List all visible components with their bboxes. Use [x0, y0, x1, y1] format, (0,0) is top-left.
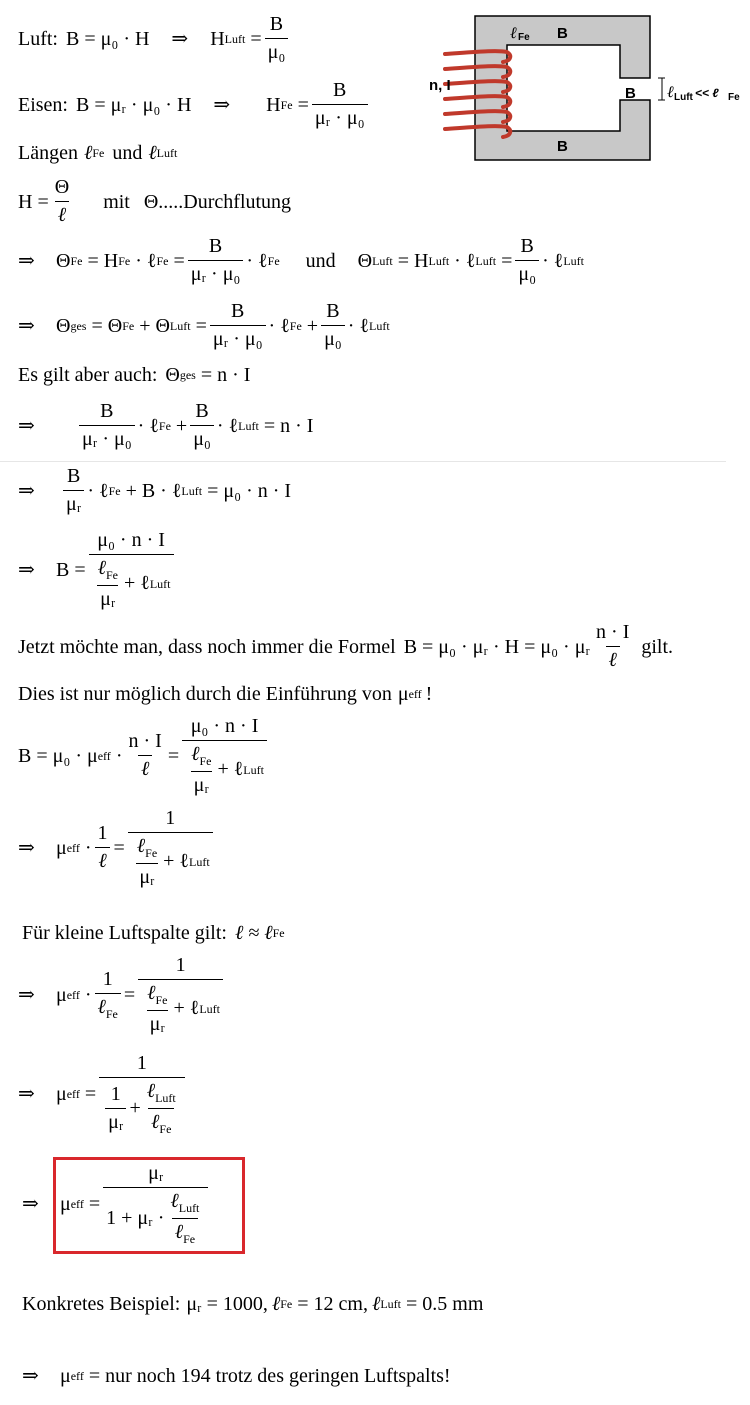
label-lfe: ℓ — [510, 25, 517, 42]
text-ergebnis: ⇒ μ eff = nur noch 194 trotz des geringen Luftspalts! — [22, 1365, 451, 1387]
eq-h-theta: H = $\frac{\Theta}{\text{ℓ}}$ mit Θ.....Durchflutung — [18, 176, 292, 226]
fraction: $\frac{B}{\text{μᵣ · μ₀}}$ — [210, 301, 266, 350]
label-lluft-cmp: << ℓ — [695, 86, 719, 100]
fraction: $\frac{1}{\ell_{Fe}}$ — [95, 969, 121, 1021]
fraction: $\frac{\Theta}{\text{ℓ}}$ — [54, 176, 70, 226]
fraction: $\frac{B}{\text{μᵣ · μ₀}}$ — [79, 401, 135, 450]
fraction: $\frac{B}{\text{μᵣ}}$ — [63, 466, 84, 515]
eq-mueff-2: ⇒ μ eff · $\frac{1}{\ell_{Fe}}$ = 1 $\frac{\ell_{Fe}}{\text{μᵣ}}$ + ℓ Luft — [18, 955, 226, 1035]
fraction: μ₀ · n · I $\frac{\ell_{Fe}}{\text{μᵣ}}$ + ℓ Luft — [89, 530, 174, 610]
text-kleine-luftspalte: Für kleine Luftspalte gilt: ℓ ≈ ℓ Fe — [22, 922, 285, 944]
laengen-line: Längen ℓ Fe und ℓ Luft — [18, 142, 178, 164]
eq-luft: Luft: B = μ₀ · H ⇒ H Luft = $\frac{B}{\text{μ₀}}$ — [18, 14, 291, 63]
label-b-top: B — [557, 25, 568, 42]
text-beispiel: Konkretes Beispiel: μᵣ = 1000, ℓ Fe = 12 cm, ℓ Luft = 0.5 mm — [22, 1293, 484, 1315]
divider — [0, 461, 726, 462]
magnetic-core-diagram — [415, 8, 745, 168]
fraction: μᵣ 1 + μᵣ · $\frac{\ell_{Luft}}{\ell_{Fe}}$ — [103, 1163, 208, 1245]
fraction: 1 $\frac{1}{\text{μᵣ}}$ + $\frac{\ell_{Luft}}{\ell_{Fe}}$ — [99, 1053, 185, 1135]
fraction: $\frac{B}{\text{μ₀}}$ — [190, 401, 214, 450]
fraction: $\frac{n \cdot I}{\text{ℓ}}$ — [596, 621, 630, 671]
label-lluft-sub: Luft — [674, 92, 693, 103]
eq-sum-ni: ⇒ $\frac{B}{\text{μᵣ · μ₀}}$ · ℓ Fe + $\frac{B}{\text{μ₀}}$ · ℓ Luft = n · I — [18, 400, 314, 450]
eq-theta-fe-luft: ⇒ Θ Fe = H Fe · ℓ Fe = $\frac{B}{\text{μᵣ · μ₀}}$ · ℓ Fe und Θ Luft = H Luft · ℓ Luft = $\frac{B}{\text{μ₀}}$ · ℓ Luft — [18, 235, 584, 285]
eq-theta-ges-ni: Es gilt aber auch: Θ ges = n · I — [18, 364, 251, 386]
label-ni: n, I — [429, 77, 451, 94]
fraction: $\frac{B}{\text{μ₀}}$ — [321, 301, 345, 350]
fraction: 1 $\frac{\ell_{Fe}}{\text{μᵣ}}$ + ℓ Luft — [138, 955, 223, 1035]
fraction: $\frac{B}{\text{μᵣ · μ₀}}$ — [188, 236, 244, 285]
fraction: $\frac{B}{\text{μ₀}}$ — [265, 14, 289, 63]
eq-mueff-result: ⇒ μ eff = μᵣ 1 + μᵣ · $\frac{\ell_{Luft}}{\ell_{Fe}}$ — [22, 1163, 211, 1245]
fraction: $\frac{B}{\text{μᵣ · μ₀}}$ — [312, 80, 368, 129]
label-b-gap: B — [625, 85, 636, 102]
text-formel: Jetzt möchte man, dass noch immer die Formel B = μ₀ · μᵣ · H = μ₀ · μᵣ $\frac{n \cdot I}{\text{ℓ}}$ gilt. — [18, 621, 674, 671]
eq-b-mueff: B = μ₀ · μ eff · $\frac{n \cdot I}{\text{ℓ}}$ = μ₀ · n · I $\frac{\ell_{Fe}}{\text{μᵣ}}$ + ℓ Luft — [18, 716, 270, 796]
label-lluft: ℓ — [667, 84, 674, 101]
label-lluft-cmp-sub: Fe — [728, 92, 740, 103]
eq-b-mur: ⇒ $\frac{B}{\text{μᵣ}}$ · ℓ Fe + B · ℓ Luft = μ₀ · n · I — [18, 465, 292, 515]
text-mueff-intro: Dies ist nur möglich durch die Einführung von μ eff ! — [18, 683, 433, 705]
fraction: 1 $\frac{\ell_{Fe}}{\text{μᵣ}}$ + ℓ Luft — [128, 808, 213, 888]
fraction: $\frac{1}{\text{ℓ}}$ — [95, 823, 111, 872]
eq-theta-ges: ⇒ Θ ges = Θ Fe + Θ Luft = $\frac{B}{\text{μᵣ · μ₀}}$ · ℓ Fe + $\frac{B}{\text{μ₀}}$ · ℓ Luft — [18, 300, 390, 350]
fraction: $\frac{B}{\text{μ₀}}$ — [515, 236, 539, 285]
fraction: μ₀ · n · I $\frac{\ell_{Fe}}{\text{μᵣ}}$ + ℓ Luft — [182, 716, 267, 796]
label-b-bottom: B — [557, 138, 568, 155]
eq-b-result: ⇒ B = μ₀ · n · I $\frac{\ell_{Fe}}{\text{μᵣ}}$ + ℓ Luft — [18, 530, 177, 610]
eq-mueff-1: ⇒ μ eff · $\frac{1}{\text{ℓ}}$ = 1 $\frac{\ell_{Fe}}{\text{μᵣ}}$ + ℓ Luft — [18, 808, 216, 888]
eq-eisen: Eisen: B = μᵣ · μ₀ · H ⇒ H Fe = $\frac{B}{\text{μᵣ · μ₀}}$ — [18, 80, 371, 129]
fraction: $\frac{n \cdot I}{\text{ℓ}}$ — [128, 730, 162, 781]
eq-mueff-3: ⇒ μ eff = 1 $\frac{1}{\text{μᵣ}}$ + $\frac{\ell_{Luft}}{\ell_{Fe}}$ — [18, 1053, 188, 1135]
label-lfe-sub: Fe — [518, 32, 530, 43]
